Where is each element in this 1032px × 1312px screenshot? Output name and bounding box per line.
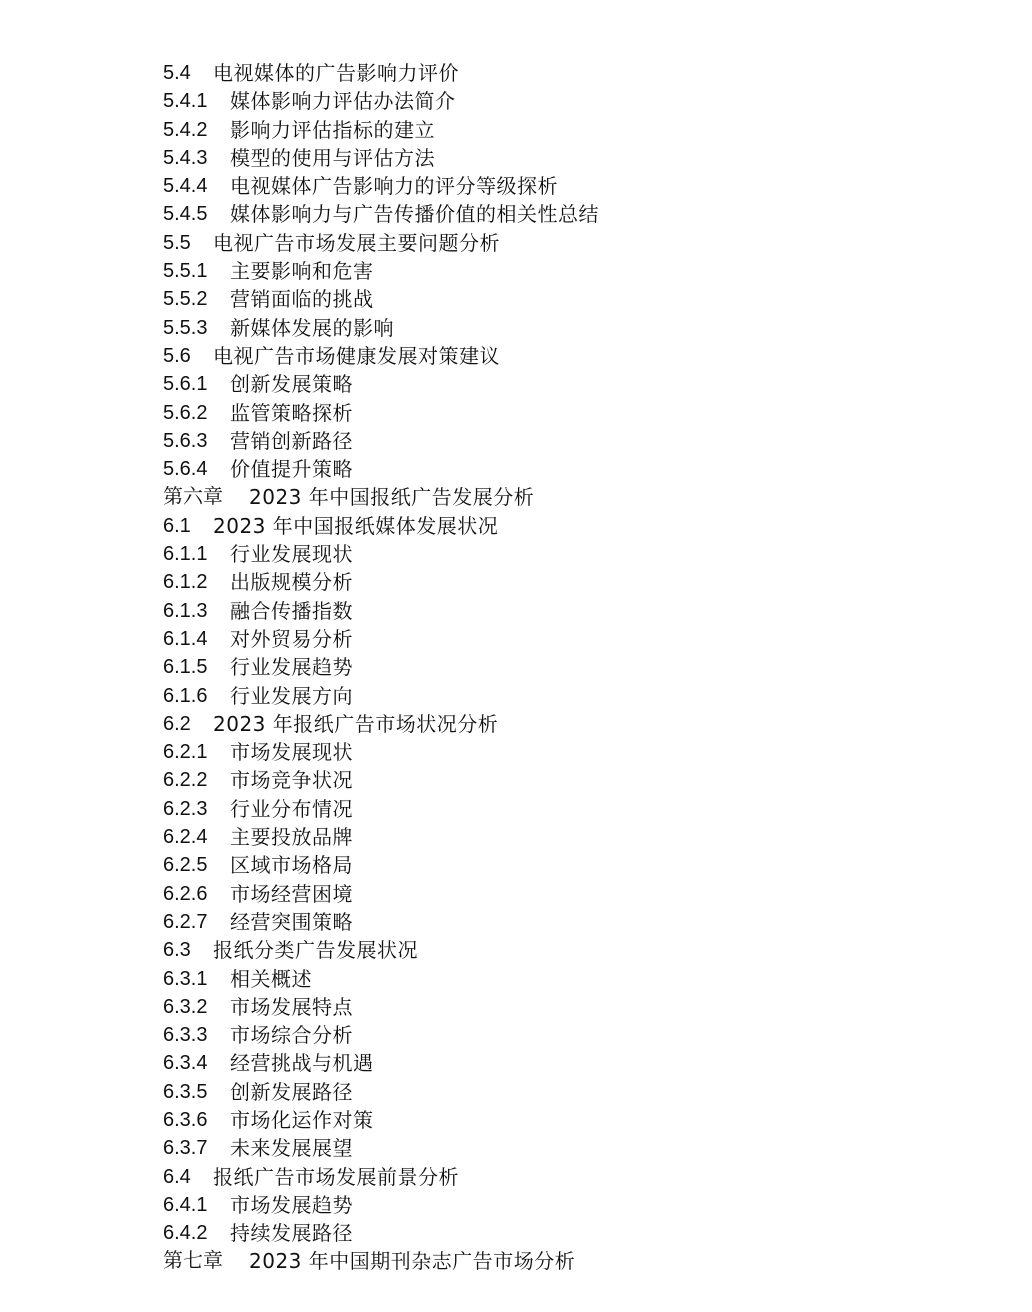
toc-entry-number: 5.6.4 — [163, 458, 208, 481]
toc-entry-title: 未来发展展望 — [230, 1136, 353, 1161]
toc-entry-number: 5.4.4 — [163, 175, 208, 198]
toc-subsection-entry — [163, 1078, 983, 1106]
toc-entry-number: 5.4 — [163, 62, 191, 84]
toc-entry-number: 5.6.2 — [163, 401, 208, 424]
toc-entry-title: 媒体影响力与广告传播价值的相关性总结 — [230, 202, 599, 227]
table-of-contents — [163, 59, 983, 1276]
toc-entry-title: 对外贸易分析 — [230, 626, 353, 651]
toc-entry-number: 6.2.7 — [163, 910, 208, 933]
toc-entry-number: 5.4.1 — [163, 90, 208, 113]
toc-subsection-entry — [163, 682, 983, 710]
toc-subsection-entry — [163, 314, 983, 342]
toc-entry-title: 行业发展现状 — [230, 542, 353, 567]
toc-subsection-entry — [163, 908, 983, 936]
toc-subsection-entry — [163, 851, 983, 879]
toc-entry-number: 第六章 — [163, 486, 223, 509]
toc-entry-title: 新媒体发展的影响 — [230, 315, 394, 340]
toc-entry-title: 2023 年中国期刊杂志广告市场分析 — [249, 1249, 576, 1274]
toc-subsection-entry — [163, 172, 983, 200]
toc-entry-title: 经营突围策略 — [230, 909, 353, 934]
toc-entry-title: 行业分布情况 — [230, 796, 353, 821]
toc-entry-number: 6.3.6 — [163, 1108, 208, 1131]
toc-chapter-heading — [163, 483, 983, 511]
toc-subsection-entry — [163, 653, 983, 681]
toc-subsection-entry — [163, 1021, 983, 1049]
toc-entry-title: 市场经营困境 — [230, 881, 353, 906]
toc-entry-number: 6.4.1 — [163, 1193, 208, 1216]
toc-entry-number: 5.6 — [163, 344, 191, 367]
toc-section-entry — [163, 512, 983, 540]
toc-section-entry — [163, 229, 983, 257]
toc-section-entry — [163, 59, 983, 87]
toc-section-entry — [163, 936, 983, 964]
toc-entry-title: 经营挑战与机遇 — [230, 1051, 374, 1076]
toc-entry-title: 行业发展方向 — [230, 683, 353, 708]
toc-entry-number: 5.4.3 — [163, 146, 208, 169]
toc-subsection-entry — [163, 285, 983, 313]
toc-entry-number: 6.1.5 — [163, 656, 208, 679]
toc-entry-number: 6.2 — [163, 712, 191, 735]
toc-entry-title: 区域市场格局 — [230, 853, 353, 878]
toc-subsection-entry — [163, 87, 983, 115]
toc-entry-title: 电视媒体的广告影响力评价 — [213, 61, 459, 85]
toc-entry-title: 创新发展策略 — [230, 372, 353, 397]
toc-section-entry — [163, 710, 983, 738]
toc-entry-title: 电视广告市场健康发展对策建议 — [213, 343, 500, 368]
toc-subsection-entry — [163, 1191, 983, 1219]
toc-entry-number: 6.2.6 — [163, 882, 208, 905]
toc-subsection-entry — [163, 993, 983, 1021]
toc-subsection-entry — [163, 568, 983, 596]
toc-entry-title: 2023 年中国报纸广告发展分析 — [249, 485, 535, 510]
toc-entry-number: 第七章 — [163, 1250, 223, 1273]
toc-entry-number: 6.3.4 — [163, 1052, 208, 1075]
toc-entry-number: 5.4.5 — [163, 203, 208, 226]
toc-entry-number: 6.1.3 — [163, 599, 208, 622]
toc-subsection-entry — [163, 370, 983, 398]
toc-entry-number: 6.4.2 — [163, 1222, 208, 1245]
toc-entry-title: 创新发展路径 — [230, 1079, 353, 1104]
toc-entry-number: 6.1.1 — [163, 543, 208, 566]
toc-entry-title: 市场化运作对策 — [230, 1107, 374, 1132]
toc-entry-title: 市场综合分析 — [230, 1023, 353, 1048]
toc-entry-title: 价值提升策略 — [230, 457, 353, 482]
toc-entry-title: 持续发展路径 — [230, 1221, 353, 1246]
toc-subsection-entry — [163, 1134, 983, 1162]
toc-entry-number: 5.6.1 — [163, 373, 208, 396]
toc-entry-number: 5.5.3 — [163, 316, 208, 339]
toc-entry-title: 市场发展现状 — [230, 740, 353, 765]
toc-entry-number: 6.2.4 — [163, 826, 208, 849]
toc-entry-number: 6.2.2 — [163, 769, 208, 792]
toc-section-entry — [163, 1163, 983, 1191]
toc-subsection-entry — [163, 965, 983, 993]
toc-subsection-entry — [163, 455, 983, 483]
toc-entry-title: 市场竞争状况 — [230, 768, 353, 793]
toc-entry-number: 6.3.5 — [163, 1080, 208, 1103]
toc-entry-number: 6.1.4 — [163, 627, 208, 650]
toc-entry-number: 6.4 — [163, 1165, 191, 1188]
toc-entry-number: 6.3 — [163, 939, 191, 962]
toc-subsection-entry — [163, 257, 983, 285]
toc-entry-title: 媒体影响力评估办法简介 — [230, 89, 456, 114]
toc-entry-number: 6.3.7 — [163, 1137, 208, 1160]
toc-entry-title: 报纸广告市场发展前景分析 — [213, 1164, 459, 1189]
toc-entry-title: 行业发展趋势 — [230, 655, 353, 680]
toc-subsection-entry — [163, 399, 983, 427]
toc-entry-number: 6.2.1 — [163, 741, 208, 764]
toc-entry-number: 6.2.5 — [163, 854, 208, 877]
toc-entry-title: 相关概述 — [230, 966, 312, 991]
toc-entry-number: 6.2.3 — [163, 797, 208, 820]
toc-subsection-entry — [163, 540, 983, 568]
toc-subsection-entry — [163, 1106, 983, 1134]
toc-entry-number: 5.4.2 — [163, 118, 208, 141]
toc-entry-title: 营销创新路径 — [230, 428, 353, 453]
toc-entry-title: 主要投放品牌 — [230, 825, 353, 850]
toc-subsection-entry — [163, 144, 983, 172]
toc-entry-title: 融合传播指数 — [230, 598, 353, 623]
toc-entry-number: 6.3.3 — [163, 1024, 208, 1047]
toc-entry-title: 营销面临的挑战 — [230, 287, 374, 312]
toc-subsection-entry — [163, 427, 983, 455]
toc-entry-number: 6.1.6 — [163, 684, 208, 707]
toc-subsection-entry — [163, 200, 983, 228]
toc-entry-title: 出版规模分析 — [230, 570, 353, 595]
toc-subsection-entry — [163, 597, 983, 625]
toc-subsection-entry — [163, 116, 983, 144]
toc-entry-number: 6.3.2 — [163, 995, 208, 1018]
toc-entry-title: 电视广告市场发展主要问题分析 — [213, 230, 500, 255]
toc-section-entry — [163, 342, 983, 370]
toc-entry-title: 电视媒体广告影响力的评分等级探析 — [230, 174, 558, 199]
toc-chapter-heading — [163, 1247, 983, 1275]
toc-subsection-entry — [163, 738, 983, 766]
toc-entry-title: 市场发展特点 — [230, 994, 353, 1019]
toc-entry-title: 主要影响和危害 — [230, 259, 374, 284]
toc-subsection-entry — [163, 625, 983, 653]
toc-entry-title: 影响力评估指标的建立 — [230, 117, 435, 142]
toc-subsection-entry — [163, 766, 983, 794]
toc-entry-number: 6.1.2 — [163, 571, 208, 594]
toc-entry-number: 6.3.1 — [163, 967, 208, 990]
toc-entry-number: 5.5.1 — [163, 260, 208, 283]
toc-entry-number: 6.1 — [163, 514, 191, 537]
toc-entry-number: 5.6.3 — [163, 429, 208, 452]
toc-entry-title: 市场发展趋势 — [230, 1192, 353, 1217]
toc-entry-title: 模型的使用与评估方法 — [230, 145, 435, 170]
toc-entry-title: 监管策略探析 — [230, 400, 353, 425]
toc-entry-number: 5.5.2 — [163, 288, 208, 311]
toc-entry-title: 2023 年中国报纸媒体发展状况 — [213, 513, 499, 538]
toc-entry-title: 2023 年报纸广告市场状况分析 — [213, 711, 499, 736]
toc-entry-number: 5.5 — [163, 231, 191, 254]
toc-subsection-entry — [163, 823, 983, 851]
toc-subsection-entry — [163, 1219, 983, 1247]
toc-subsection-entry — [163, 795, 983, 823]
toc-subsection-entry — [163, 1049, 983, 1077]
toc-entry-title: 报纸分类广告发展状况 — [213, 938, 418, 963]
toc-subsection-entry — [163, 880, 983, 908]
